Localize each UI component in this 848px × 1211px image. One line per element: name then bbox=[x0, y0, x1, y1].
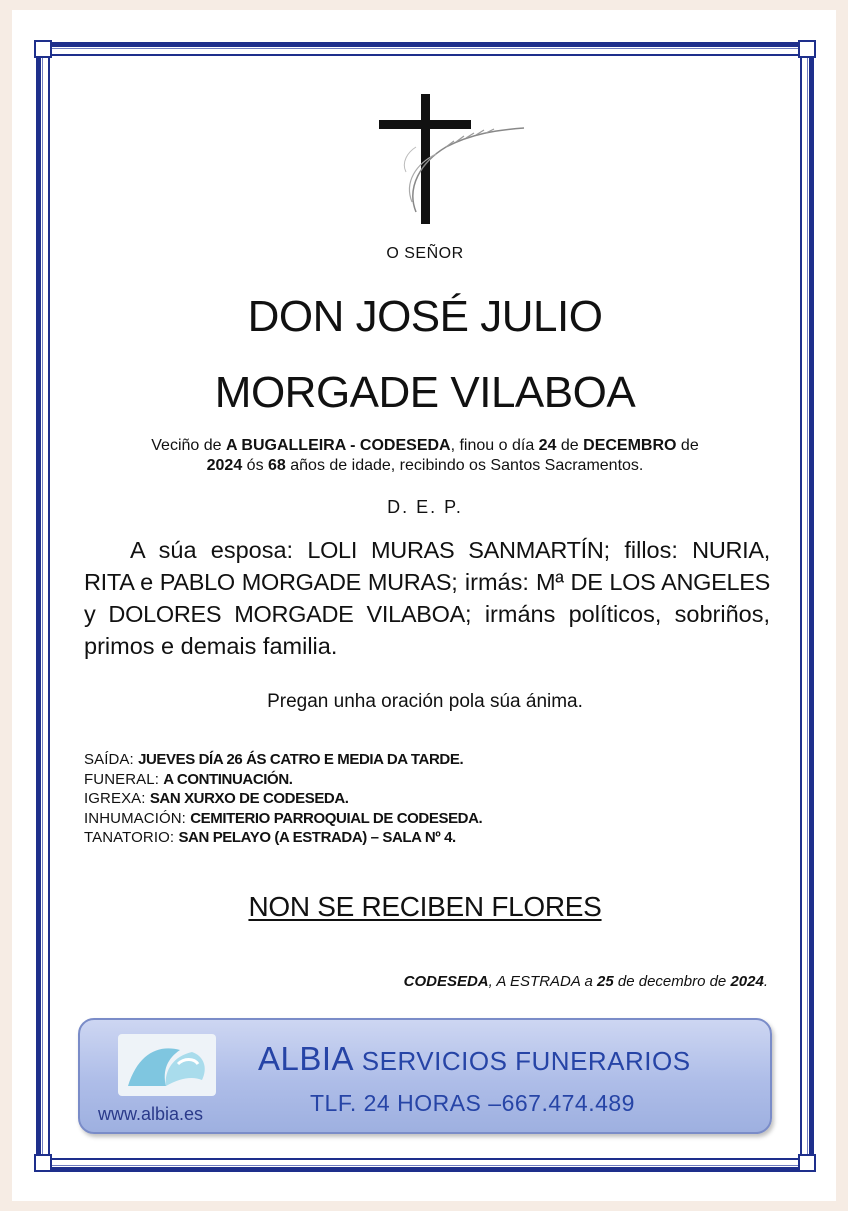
bio-text: Veciño de bbox=[151, 437, 226, 454]
detail-row-funeral-home bbox=[84, 828, 482, 848]
brand-subtitle: SERVICIOS FUNERARIOS bbox=[354, 1046, 691, 1076]
family-paragraph bbox=[84, 534, 770, 662]
border-corner-ornament bbox=[34, 40, 52, 58]
detail-value: SAN PELAYO (A ESTRADA) – SALA Nº 4. bbox=[178, 829, 456, 846]
detail-label: TANATORIO: bbox=[84, 829, 179, 846]
spouse-name: LOLI MURAS SANMARTÍN bbox=[307, 537, 604, 563]
bio-text: de bbox=[676, 437, 699, 454]
border-corner-ornament bbox=[34, 1154, 52, 1172]
family-text: A súa esposa: bbox=[130, 537, 308, 563]
detail-row-departure bbox=[84, 750, 482, 770]
website-link[interactable]: www.albia.es bbox=[98, 1104, 204, 1124]
detail-value: A CONTINUACIÓN. bbox=[163, 770, 293, 788]
detail-value: SAN XURXO DE CODESEDA. bbox=[149, 790, 349, 807]
deceased-name-line-1: DON JOSÉ JULIO bbox=[247, 292, 603, 341]
death-day: 24 bbox=[538, 437, 557, 454]
dateline-day: 25 bbox=[597, 973, 614, 990]
detail-label: INHUMACIÓN: bbox=[84, 809, 191, 827]
dateline-text: , A ESTRADA a bbox=[488, 973, 598, 990]
border-corner-ornament bbox=[798, 40, 816, 58]
family-text: ; fillos: bbox=[603, 537, 693, 563]
detail-label: SAÍDA: bbox=[84, 751, 139, 768]
funeral-service-banner bbox=[78, 1018, 772, 1134]
death-year: 2024 bbox=[206, 457, 243, 474]
dateline-text: de decembro de bbox=[613, 973, 731, 990]
dateline-place: CODESEDA bbox=[403, 973, 489, 990]
residence-place: A BUGALLEIRA - CODESEDA bbox=[226, 437, 451, 454]
detail-row-funeral bbox=[84, 770, 482, 790]
no-flowers-notice: NON SE RECIBEN FLORES bbox=[248, 891, 602, 922]
age: 68 bbox=[268, 457, 286, 474]
children-names: NURIA, RITA e PABLO MORGADE MURAS bbox=[84, 537, 771, 595]
family-text: ; irmás: bbox=[451, 569, 537, 595]
sisters-names: Mª DE LOS ANGELES y DOLORES MORGADE VILABOA bbox=[84, 569, 770, 627]
bio-text: años de idade, recibindo os Santos Sacramentos. bbox=[285, 457, 644, 474]
brand-title: ALBIA bbox=[258, 1040, 355, 1077]
service-details bbox=[84, 750, 482, 848]
honorific-heading: O SEÑOR bbox=[386, 245, 464, 262]
detail-value: CEMITERIO PARROQUIAL DE CODESEDA. bbox=[190, 809, 483, 827]
death-month: DECEMBRO bbox=[583, 437, 677, 454]
rip-text: D. E. P. bbox=[387, 497, 463, 517]
detail-value: JUEVES DÍA 26 ÁS CATRO E MEDIA DA TARDE. bbox=[138, 751, 464, 768]
border-corner-ornament bbox=[798, 1154, 816, 1172]
albia-logo-icon bbox=[118, 1034, 216, 1096]
brand-name bbox=[258, 1040, 691, 1078]
dateline bbox=[404, 973, 768, 990]
detail-row-church bbox=[84, 789, 482, 809]
dateline-year: 2024 bbox=[730, 973, 764, 990]
deceased-name-line-2: MORGADE VILABOA bbox=[214, 368, 636, 417]
detail-label: FUNERAL: bbox=[84, 770, 164, 788]
phone-number: TLF. 24 HORAS –667.474.489 bbox=[310, 1090, 635, 1116]
bio-text: , finou o día bbox=[450, 437, 539, 454]
cross-icon bbox=[376, 92, 526, 227]
dateline-text: . bbox=[763, 973, 768, 990]
bio-text: ós bbox=[242, 457, 269, 474]
family-text: ; irmáns políticos, sobriños, primos e demais familia. bbox=[84, 601, 770, 659]
detail-row-burial bbox=[84, 809, 482, 829]
detail-label: IGREXA: bbox=[84, 790, 150, 807]
prayer-request: Pregan unha oración pola súa ánima. bbox=[267, 691, 583, 712]
death-notice-text bbox=[60, 436, 790, 476]
bio-text: de bbox=[556, 437, 584, 454]
